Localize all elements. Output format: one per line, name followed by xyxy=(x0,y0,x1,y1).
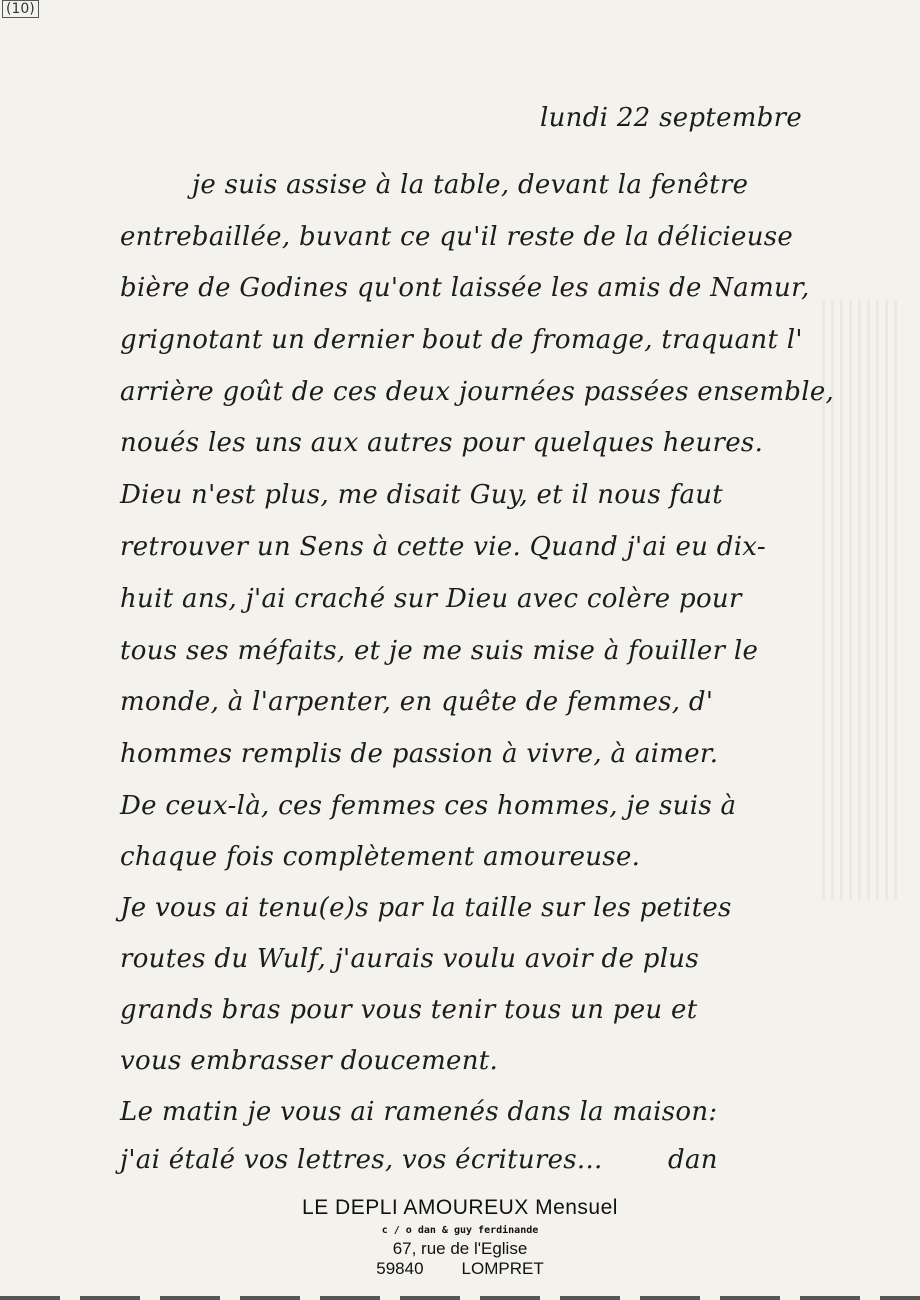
bottom-edge-marks xyxy=(0,1296,920,1300)
letter-line: De ceux-là, ces femmes ces hommes, je suis à xyxy=(120,791,737,821)
signature: dan xyxy=(668,1145,718,1175)
publication-title: LE DEPLI AMOUREUX Mensuel xyxy=(302,1196,618,1219)
street-address: 67, rue de l'Eglise xyxy=(392,1239,528,1258)
city-line xyxy=(0,1259,920,1279)
letter-date: lundi 22 septembre xyxy=(540,103,803,133)
letter-line: Je vous ai tenu(e)s par la taille sur les petites xyxy=(120,893,732,923)
letter-line: monde, à l'arpenter, en quête de femmes, d' xyxy=(120,687,714,717)
letter-line: grands bras pour vous tenir tous un peu et xyxy=(120,995,698,1025)
letter-line: Le matin je vous ai ramenés dans la maison: xyxy=(120,1097,718,1127)
letter-line: je suis assise à la table, devant la fenêtre xyxy=(192,170,749,200)
page-number: (10) xyxy=(2,0,39,18)
letter-line: routes du Wulf, j'aurais voulu avoir de plus xyxy=(120,944,699,974)
letter-line: huit ans, j'ai craché sur Dieu avec colère pour xyxy=(120,584,742,614)
letter-line: Dieu n'est plus, me disait Guy, et il nous faut xyxy=(120,480,724,510)
letter-line: j'ai étalé vos lettres, vos écritures... xyxy=(120,1145,603,1175)
postal-code: 59840 xyxy=(376,1259,424,1278)
letter-line: bière de Godines qu'ont laissée les amis de Namur, xyxy=(120,273,810,303)
letter-line: retrouver un Sens à cette vie. Quand j'ai eu dix- xyxy=(120,532,766,562)
letter-line: arrière goût de ces deux journées passées ensemble, xyxy=(120,377,835,407)
letter-line: entrebaillée, buvant ce qu'il reste de la délicieuse xyxy=(120,222,794,252)
care-of-line: c / o dan & guy ferdinande xyxy=(381,1225,539,1236)
city-name: LOMPRET xyxy=(461,1259,544,1278)
letter-line: chaque fois complètement amoureuse. xyxy=(120,842,641,872)
letter-line: noués les uns aux autres pour quelques heures. xyxy=(120,428,764,458)
letter-line: grignotant un dernier bout de fromage, traquant l' xyxy=(120,325,803,355)
letter-line: tous ses méfaits, et je me suis mise à fouiller le xyxy=(120,636,759,666)
letter-line: hommes remplis de passion à vivre, à aimer. xyxy=(120,739,719,769)
letter-line: vous embrasser doucement. xyxy=(120,1046,499,1076)
publisher-footer xyxy=(0,1195,920,1279)
